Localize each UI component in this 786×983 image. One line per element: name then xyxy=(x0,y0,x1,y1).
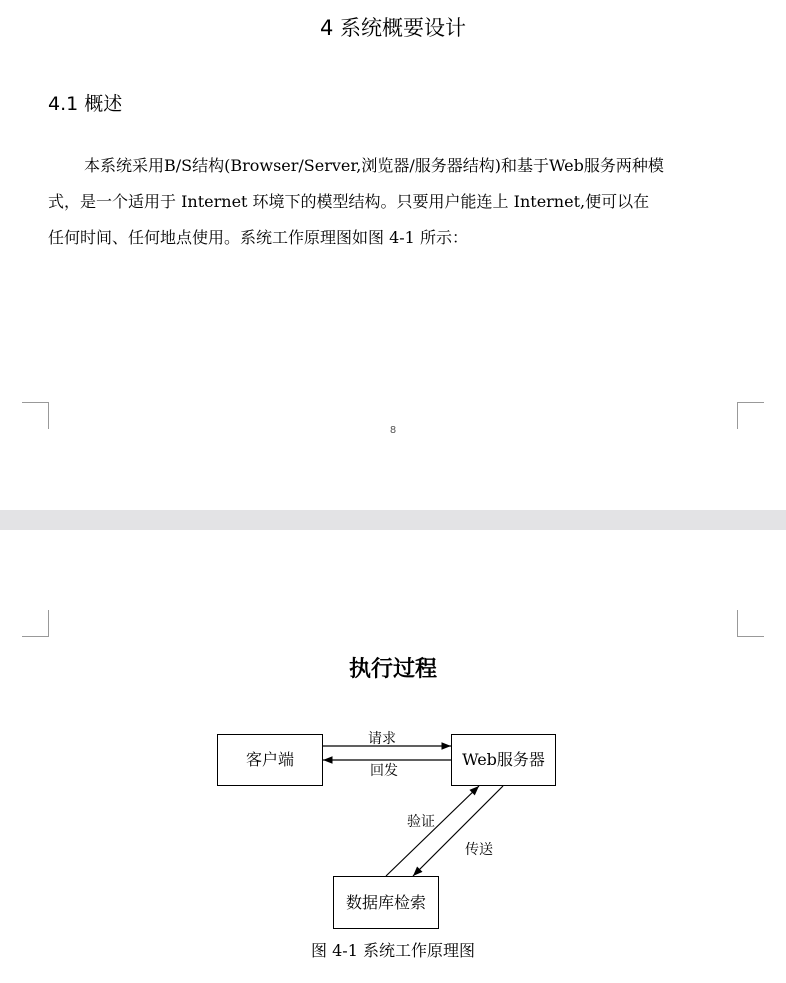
page-number: 8 xyxy=(389,425,397,436)
verify-arrow xyxy=(386,786,479,876)
document-page-2 xyxy=(0,530,786,983)
figure-caption: 图 4-1 系统工作原理图 xyxy=(311,941,475,960)
client-node: 客户端 xyxy=(217,734,323,786)
paragraph-line-2: 式，是一个适用于 Internet 环境下的模型结构。只要用户能连上 Internet,便可以在 xyxy=(48,192,650,211)
reply-label: 回发 xyxy=(370,763,398,779)
database-node: 数据库检索 xyxy=(333,876,439,929)
paragraph-line-3: 任何时间、任何地点使用。系统工作原理图如图 4-1 所示： xyxy=(48,228,468,247)
web-server-node: Web服务器 xyxy=(451,734,556,786)
chapter-title: 4 系统概要设计 xyxy=(319,16,467,40)
overview-paragraph xyxy=(48,148,728,256)
section-title: 4.1 概述 xyxy=(48,93,123,115)
transmit-label: 传送 xyxy=(465,842,493,858)
verify-label: 验证 xyxy=(407,814,435,830)
figure-title: 执行过程 xyxy=(348,656,437,682)
page-separator xyxy=(0,510,786,530)
request-label: 请求 xyxy=(368,731,396,747)
paragraph-line-1: 本系统采用B/S结构(Browser/Server,浏览器/服务器结构)和基于Web服务两种模 xyxy=(84,156,664,175)
transmit-arrow xyxy=(413,786,503,876)
